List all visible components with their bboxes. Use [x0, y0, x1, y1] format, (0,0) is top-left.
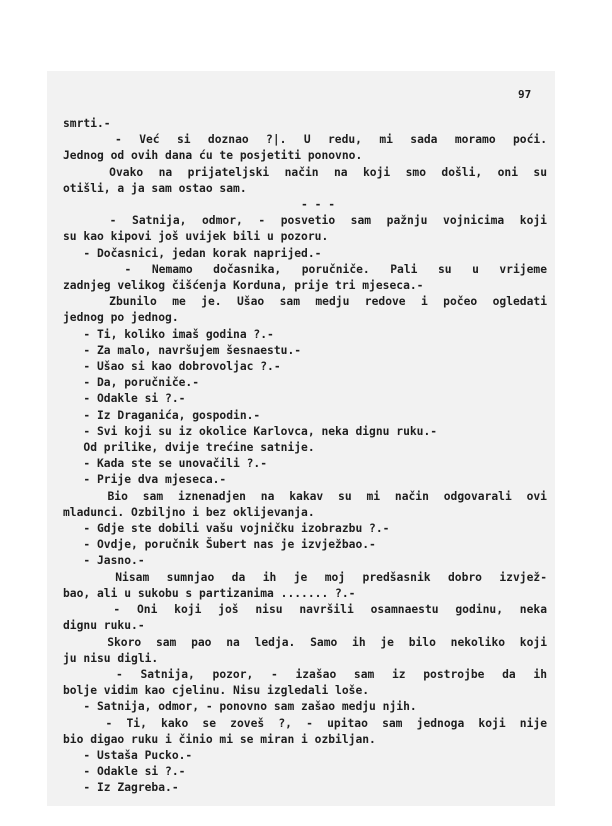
text-line: - Prije dva mjeseca.- — [63, 473, 227, 487]
text-line: - Kada ste se unovačili ?.- — [63, 457, 268, 471]
text-line: - Odakle si ?.- — [63, 765, 186, 779]
text-line: - Jasno.- — [63, 554, 145, 568]
text-line: - Gdje ste dobili vašu vojničku izobrazbu ?.- — [63, 522, 390, 536]
text-line: Bio sam iznenadjen na kakav su mi način odgovarali ovi — [63, 489, 547, 503]
text-line: - Nemamo dočasnika, poručniče. Pali su u vrijeme — [63, 262, 547, 276]
page-number: 97 — [518, 88, 532, 101]
text-line: - Već si doznao ?|. U redu, mi sada moramo poći. — [63, 133, 547, 147]
text-line: Jednog od ovih dana ću te posjetiti ponovno. — [63, 149, 363, 163]
text-line: - Satnija, odmor, - ponovno sam zašao medju njih. — [63, 700, 417, 714]
text-line: - Ustaša Pucko.- — [63, 748, 193, 762]
text-line: smrti.- — [63, 117, 111, 130]
text-line: - Satnija, pozor, - izašao sam iz postrojbe da ih — [63, 667, 547, 681]
text-line: - Satnija, odmor, - posvetio sam pažnju vojnicima koji — [63, 214, 547, 228]
text-line: jednog po jednog. — [63, 311, 179, 325]
text-line: Ovako na prijateljski način na koji smo došli, oni su — [63, 165, 547, 179]
text-line: Skoro sam pao na ledja. Samo ih je bilo nekoliko koji — [63, 635, 547, 649]
page-text-body — [63, 116, 547, 797]
text-line: dignu ruku.- — [63, 619, 145, 633]
text-line: bao, ali u sukobu s partizanima ....... ?.- — [63, 586, 356, 600]
text-line: Nisam sumnjao da ih je moj predšasnik dobro izvjež- — [63, 570, 547, 584]
text-line: - Ti, koliko imaš godina ?.- — [63, 327, 274, 341]
text-line: - Da, poručniče.- — [63, 376, 200, 390]
text-line: ju nisu digli. — [63, 651, 159, 665]
text-line: - Ovdje, poručnik Šubert nas je izvježbao.- — [63, 538, 376, 552]
text-line: Od prilike, dvije trećine satnije. — [63, 441, 315, 455]
text-line: - Za malo, navršujem šesnaestu.- — [63, 343, 302, 357]
text-line: mladunci. Ozbiljno i bez oklijevanja. — [63, 505, 315, 519]
text-line: - Svi koji su iz okolice Karlovca, neka dignu ruku.- — [63, 424, 438, 438]
text-line: otišli, a ja sam ostao sam. — [63, 181, 247, 195]
text-line: - Ti, kako se zoveš ?, - upitao sam jednoga koji nije — [63, 716, 547, 730]
text-line: Zbunilo me je. Ušao sam medju redove i počeo ogledati — [63, 295, 547, 309]
text-line: - - - — [63, 198, 336, 212]
text-line: - Dočasnici, jedan korak naprijed.- — [63, 246, 322, 260]
text-line: - Odakle si ?.- — [63, 392, 186, 406]
text-line: - Ušao si kao dobrovoljac ?.- — [63, 360, 281, 374]
text-line: bio digao ruku i činio mi se miran i ozbiljan. — [63, 732, 376, 746]
text-line: - Iz Zagreba.- — [63, 781, 179, 795]
text-line: - Iz Draganića, gospodin.- — [63, 408, 261, 422]
text-line: bolje vidim kao cjelinu. Nisu izgledali loše. — [63, 684, 370, 698]
text-line: - Oni koji još nisu navršili osamnaestu godinu, neka — [63, 603, 547, 617]
text-line: su kao kipovi još uvijek bili u pozoru. — [63, 230, 329, 244]
text-line: zadnjeg velikog čišćenja Korduna, prije tri mjeseca.- — [63, 279, 424, 293]
